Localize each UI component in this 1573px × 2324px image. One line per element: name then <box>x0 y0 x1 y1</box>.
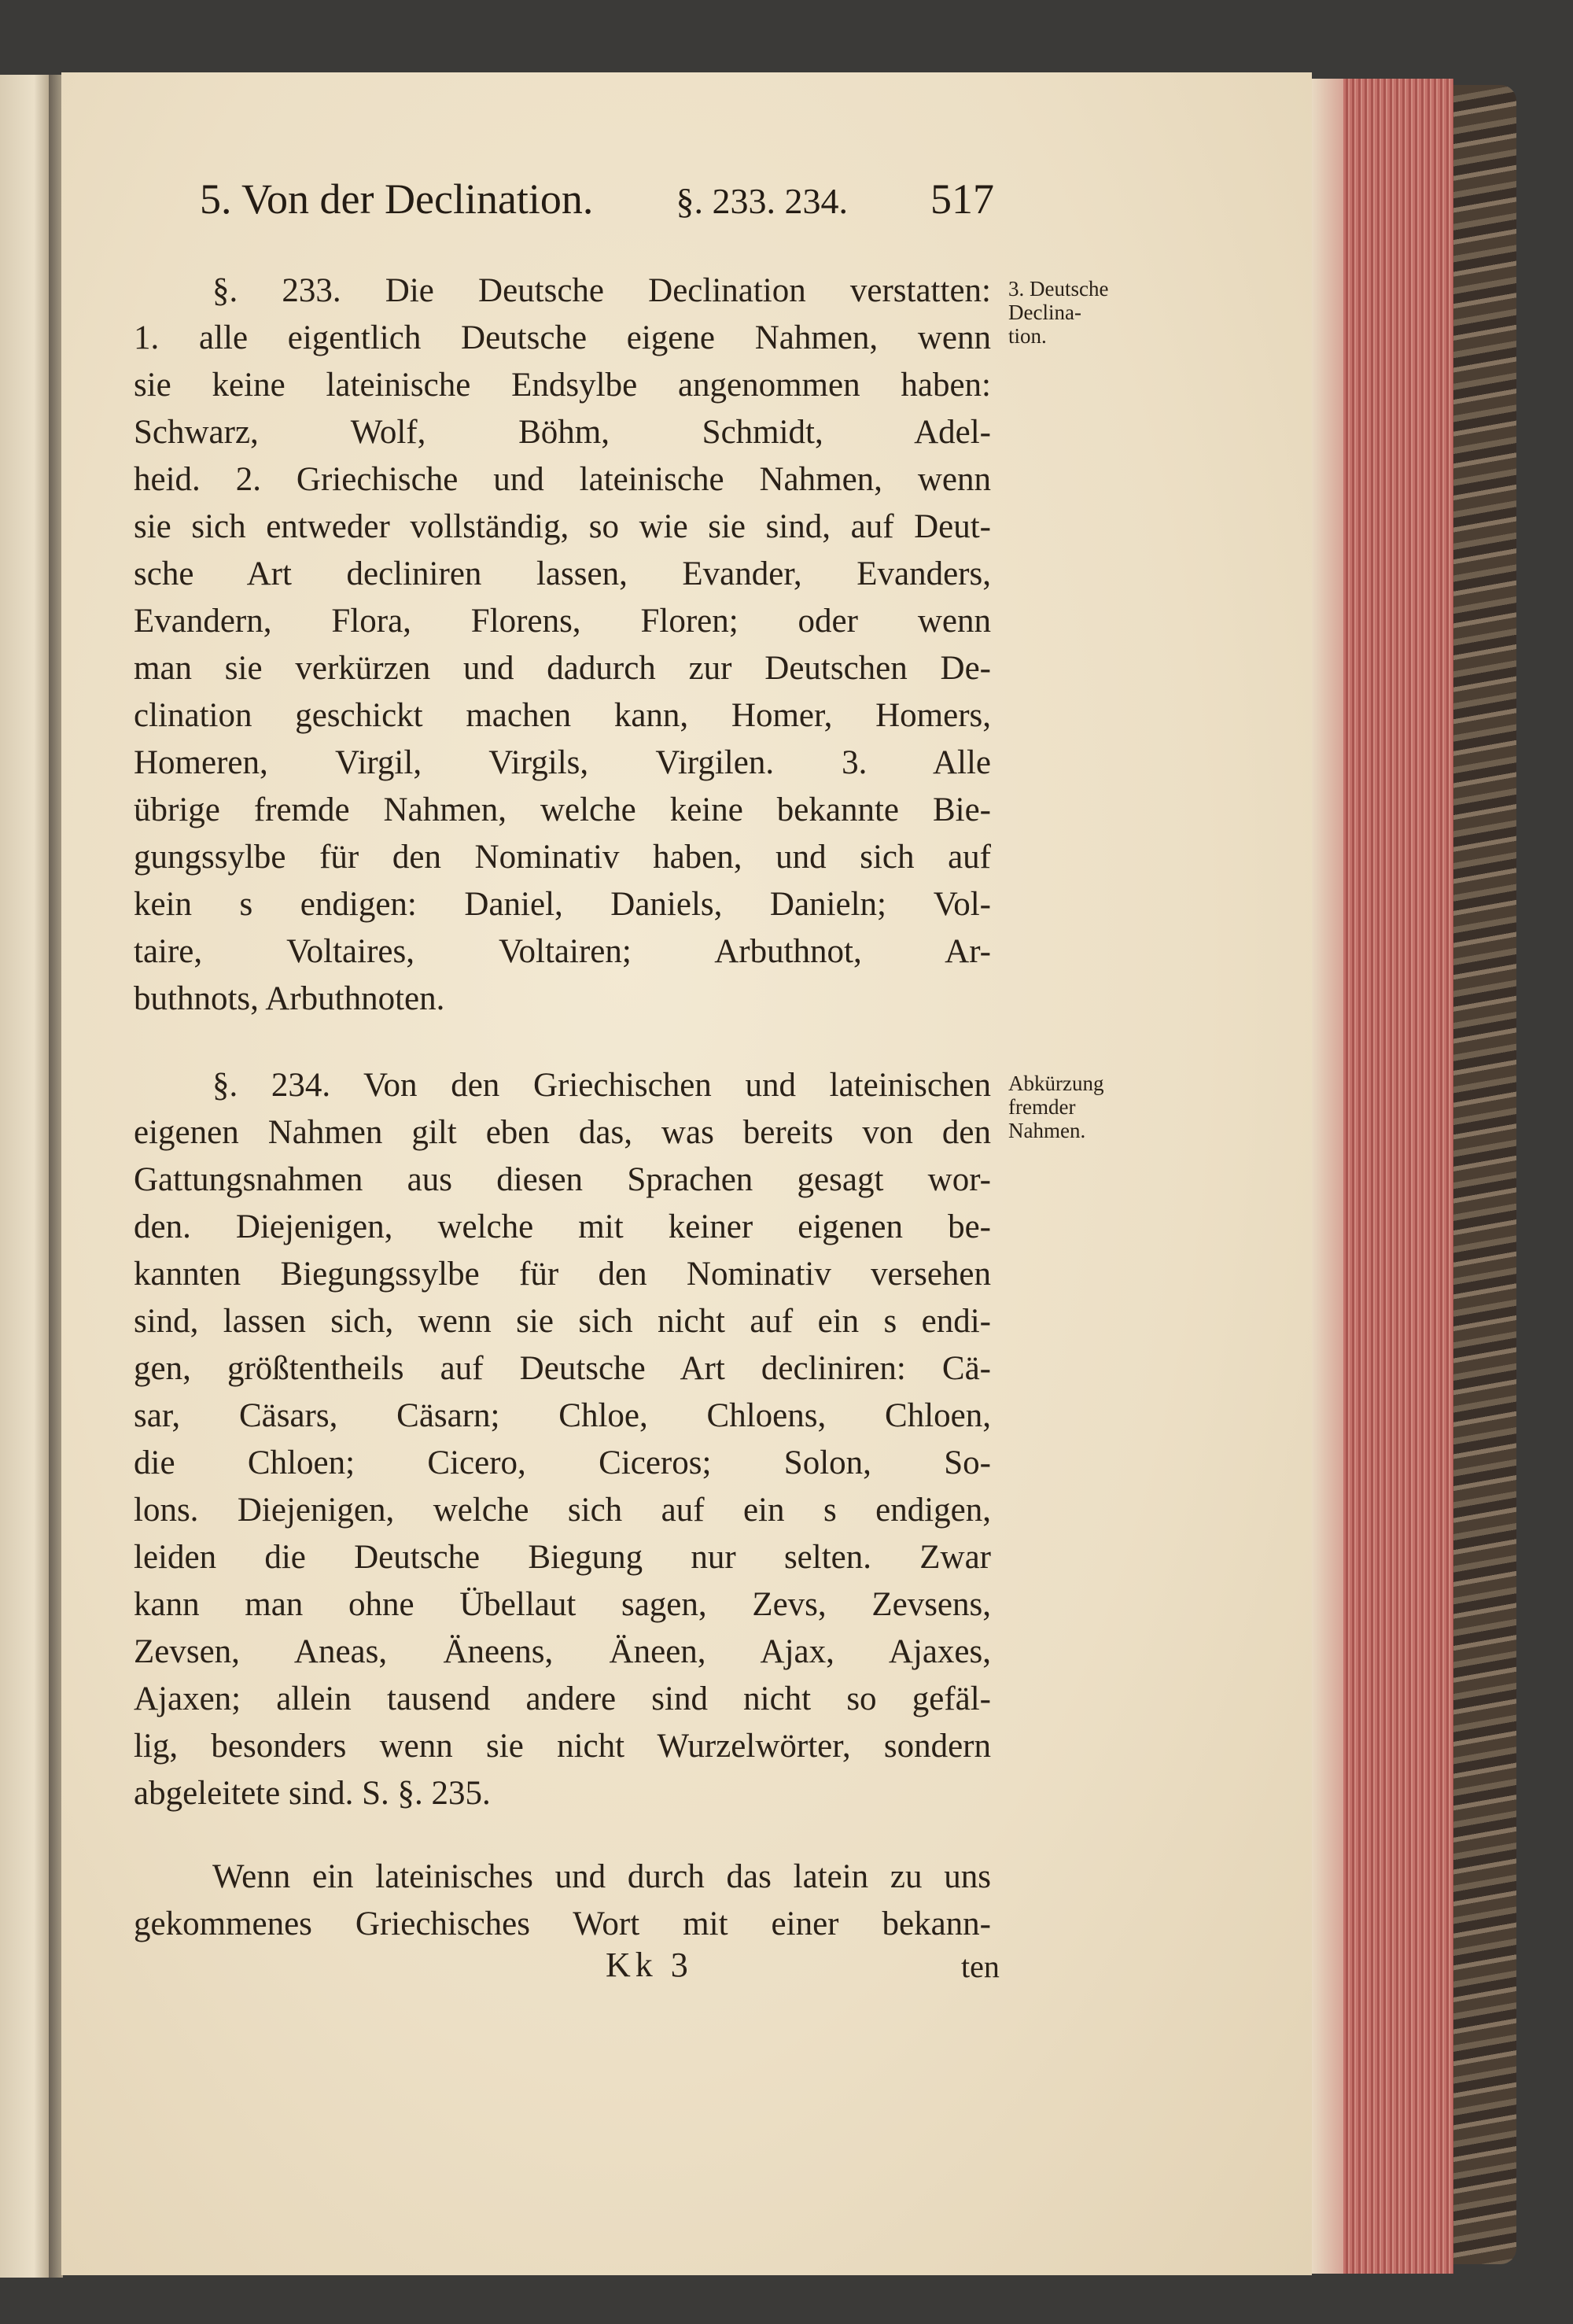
section-numbers: §. 233. 234. <box>676 181 848 221</box>
text-line: eigenen Nahmen gilt eben das, was bereits von den <box>134 1114 991 1151</box>
text-line: leiden die Deutsche Biegung nur selten. Zwar <box>134 1539 991 1576</box>
page-fore-edge-highlight <box>1312 79 1343 2274</box>
text-line: abgeleitete sind. S. §. 235. <box>134 1775 491 1812</box>
text-line: Evandern, Flora, Florens, Floren; oder wenn <box>134 603 991 640</box>
margin-note-line: tion. <box>1008 324 1047 348</box>
text-line: Gattungsnahmen aus diesen Sprachen gesagt wor- <box>134 1161 991 1198</box>
text-line: kann man ohne Übellaut sagen, Zevs, Zevsens, <box>134 1586 991 1623</box>
paragraph-233 <box>134 267 991 1023</box>
text-line: lons. Diejenigen, welche sich auf ein s endigen, <box>134 1492 991 1529</box>
margin-note-line: 3. Deutsche <box>1008 277 1109 301</box>
text-line: Ajaxen; allein tausend andere sind nicht so gefäl- <box>134 1680 991 1717</box>
margin-note-deutsche-declination <box>1008 277 1108 348</box>
text-line: sche Art decliniren lassen, Evander, Evanders, <box>134 555 991 592</box>
page-number: 517 <box>930 175 994 223</box>
text-line: gekommenes Griechisches Wort mit einer bekann- <box>134 1905 991 1942</box>
text-line: sie sich entweder vollständig, so wie sie sind, auf Deut- <box>134 508 991 545</box>
text-line: Wenn ein lateinisches und durch das latein zu uns <box>212 1858 991 1895</box>
margin-note-line: Abkürzung <box>1008 1072 1104 1095</box>
text-line: Schwarz, Wolf, Böhm, Schmidt, Adel- <box>134 414 991 451</box>
text-line: den. Diejenigen, welche mit keiner eigenen be- <box>134 1208 991 1245</box>
text-line: buthnots, Arbuthnoten. <box>134 980 445 1017</box>
text-line: die Chloen; Cicero, Ciceros; Solon, So- <box>134 1444 991 1481</box>
text-line: gungssylbe für den Nominativ haben, und sich auf <box>134 839 991 876</box>
text-line: Homeren, Virgil, Virgils, Virgilen. 3. Alle <box>134 744 991 781</box>
paragraph-continuation <box>134 1854 991 1948</box>
signature-mark: Kk 3 <box>606 1946 693 1984</box>
text-line: lig, besonders wenn sie nicht Wurzelwörter, sondern <box>134 1728 991 1765</box>
text-line: Zevsen, Aneas, Äneens, Äneen, Ajax, Ajaxes, <box>134 1633 991 1670</box>
margin-note-line: Nahmen. <box>1008 1119 1086 1142</box>
text-line: clination geschickt machen kann, Homer, Homers, <box>134 697 991 734</box>
facing-page-edge <box>0 75 49 2278</box>
text-line: kannten Biegungssylbe für den Nominativ versehen <box>134 1256 991 1293</box>
text-line: kein s endigen: Daniel, Daniels, Danieln; Vol- <box>134 886 991 923</box>
catchword: ten <box>961 1949 1000 1984</box>
marbled-cover <box>1453 85 1516 2264</box>
margin-note-abkuerzung <box>1008 1072 1103 1142</box>
text-line: 1. alle eigentlich Deutsche eigene Nahmen, wenn <box>134 319 991 356</box>
text-line: sind, lassen sich, wenn sie sich nicht auf ein s endi- <box>134 1303 991 1340</box>
text-line: übrige fremde Nahmen, welche keine bekannte Bie- <box>134 791 991 828</box>
text-line: taire, Voltaires, Voltairen; Arbuthnot, Ar- <box>134 933 991 970</box>
text-line: §. 233. Die Deutsche Declination verstatten: <box>212 272 991 309</box>
chapter-title: 5. Von der Declination. <box>200 175 594 223</box>
text-line: sie keine lateinische Endsylbe angenommen haben: <box>134 367 991 404</box>
text-line: man sie verkürzen und dadurch zur Deutschen De- <box>134 650 991 687</box>
text-line: gen, größtentheils auf Deutsche Art decliniren: Cä- <box>134 1350 991 1387</box>
margin-note-line: fremder <box>1008 1095 1076 1119</box>
text-line: §. 234. Von den Griechischen und lateinischen <box>212 1067 991 1104</box>
text-line: heid. 2. Griechische und lateinische Nahmen, wenn <box>134 461 991 498</box>
margin-note-line: Declina- <box>1008 301 1081 324</box>
running-header <box>200 175 994 223</box>
paragraph-234 <box>134 1062 991 1817</box>
text-line: sar, Cäsars, Cäsarn; Chloe, Chloens, Chloen, <box>134 1397 991 1434</box>
